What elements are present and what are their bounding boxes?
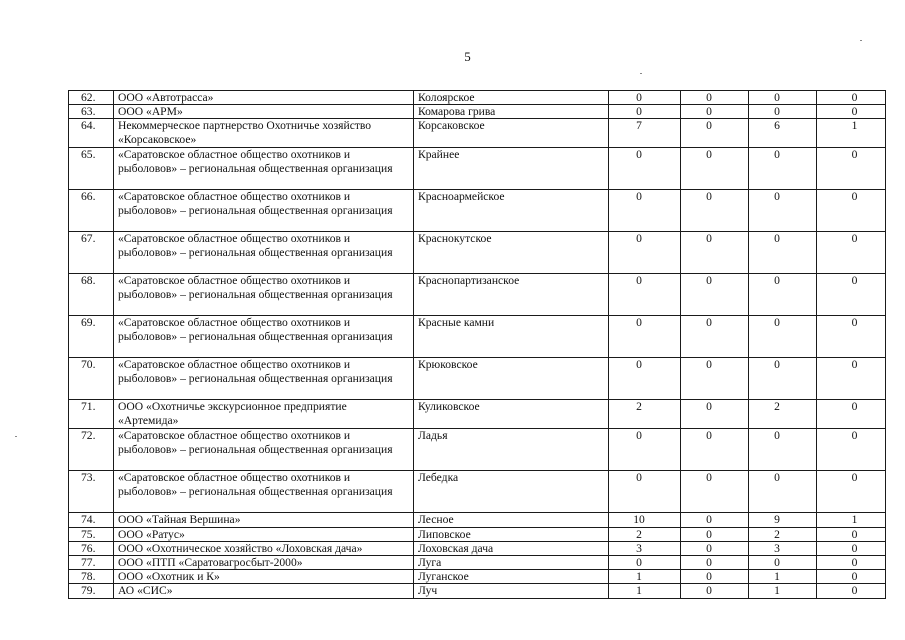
- organization-name: Некоммерческое партнерство Охотничье хозяйство «Корсаковское»: [114, 119, 414, 148]
- organization-name: ООО «Тайная Вершина»: [114, 513, 414, 527]
- value-col-2: 0: [681, 358, 749, 400]
- row-number: 71.: [69, 400, 114, 429]
- territory-name: Луч: [414, 584, 609, 598]
- value-col-3: 3: [749, 541, 817, 555]
- value-col-4: 0: [817, 358, 886, 400]
- organization-name: ООО «Охотническое хозяйство «Лоховская дача»: [114, 541, 414, 555]
- table-row: [69, 91, 886, 105]
- value-col-2: 0: [681, 429, 749, 471]
- organization-name: «Саратовское областное общество охотников и рыболовов» – региональная общественная организация: [114, 232, 414, 274]
- organization-name: «Саратовское областное общество охотников и рыболовов» – региональная общественная организация: [114, 358, 414, 400]
- table-row: [69, 556, 886, 570]
- value-col-2: 0: [681, 274, 749, 316]
- value-col-4: 1: [817, 119, 886, 148]
- value-col-2: 0: [681, 527, 749, 541]
- territory-name: Краснопартизанское: [414, 274, 609, 316]
- table-row: [69, 148, 886, 190]
- value-col-2: 0: [681, 190, 749, 232]
- territory-name: Ладья: [414, 429, 609, 471]
- table-row: [69, 316, 886, 358]
- organization-name: «Саратовское областное общество охотников и рыболовов» – региональная общественная организация: [114, 190, 414, 232]
- table-row: [69, 570, 886, 584]
- value-col-4: 0: [817, 274, 886, 316]
- value-col-3: 0: [749, 471, 817, 513]
- row-number: 63.: [69, 105, 114, 119]
- organization-name: ООО «Автотрасса»: [114, 91, 414, 105]
- value-col-4: 0: [817, 316, 886, 358]
- scan-speck: [15, 436, 17, 437]
- row-number: 67.: [69, 232, 114, 274]
- table-row: [69, 190, 886, 232]
- row-number: 66.: [69, 190, 114, 232]
- value-col-3: 0: [749, 190, 817, 232]
- value-col-1: 0: [609, 471, 681, 513]
- value-col-2: 0: [681, 584, 749, 598]
- row-number: 73.: [69, 471, 114, 513]
- value-col-2: 0: [681, 471, 749, 513]
- value-col-2: 0: [681, 119, 749, 148]
- organization-name: ООО «Охотничье экскурсионное предприятие «Артемида»: [114, 400, 414, 429]
- row-number: 64.: [69, 119, 114, 148]
- value-col-1: 0: [609, 556, 681, 570]
- value-col-4: 0: [817, 400, 886, 429]
- value-col-1: 2: [609, 400, 681, 429]
- value-col-3: 0: [749, 105, 817, 119]
- territory-name: Корсаковское: [414, 119, 609, 148]
- territory-name: Красноармейское: [414, 190, 609, 232]
- organization-name: «Саратовское областное общество охотников и рыболовов» – региональная общественная организация: [114, 274, 414, 316]
- scan-speck: [640, 73, 642, 74]
- value-col-4: 0: [817, 471, 886, 513]
- row-number: 65.: [69, 148, 114, 190]
- value-col-1: 0: [609, 232, 681, 274]
- table-row: [69, 105, 886, 119]
- value-col-4: 0: [817, 429, 886, 471]
- table-row: [69, 119, 886, 148]
- row-number: 75.: [69, 527, 114, 541]
- organization-name: «Саратовское областное общество охотников и рыболовов» – региональная общественная организация: [114, 316, 414, 358]
- table-row: [69, 471, 886, 513]
- value-col-1: 1: [609, 584, 681, 598]
- value-col-4: 0: [817, 527, 886, 541]
- value-col-1: 0: [609, 148, 681, 190]
- territory-name: Лесное: [414, 513, 609, 527]
- value-col-1: 0: [609, 429, 681, 471]
- organization-name: ООО «ПТП «Саратовагросбыт-2000»: [114, 556, 414, 570]
- value-col-2: 0: [681, 513, 749, 527]
- row-number: 76.: [69, 541, 114, 555]
- territory-name: Луганское: [414, 570, 609, 584]
- row-number: 62.: [69, 91, 114, 105]
- value-col-2: 0: [681, 105, 749, 119]
- value-col-4: 0: [817, 541, 886, 555]
- value-col-2: 0: [681, 570, 749, 584]
- organization-name: ООО «АРМ»: [114, 105, 414, 119]
- organization-name: АО «СИС»: [114, 584, 414, 598]
- table-row: [69, 527, 886, 541]
- table-row: [69, 541, 886, 555]
- row-number: 78.: [69, 570, 114, 584]
- value-col-3: 9: [749, 513, 817, 527]
- row-number: 72.: [69, 429, 114, 471]
- table-row: [69, 584, 886, 598]
- row-number: 74.: [69, 513, 114, 527]
- territory-name: Куликовское: [414, 400, 609, 429]
- value-col-4: 0: [817, 556, 886, 570]
- value-col-2: 0: [681, 541, 749, 555]
- value-col-3: 0: [749, 274, 817, 316]
- row-number: 79.: [69, 584, 114, 598]
- value-col-4: 0: [817, 105, 886, 119]
- organization-name: ООО «Охотник и К»: [114, 570, 414, 584]
- scan-speck: [860, 40, 862, 41]
- value-col-4: 0: [817, 232, 886, 274]
- value-col-1: 7: [609, 119, 681, 148]
- value-col-4: 0: [817, 148, 886, 190]
- organization-name: ООО «Ратус»: [114, 527, 414, 541]
- value-col-2: 0: [681, 316, 749, 358]
- value-col-1: 1: [609, 570, 681, 584]
- value-col-3: 0: [749, 556, 817, 570]
- hunting-grounds-table: [68, 90, 886, 599]
- row-number: 70.: [69, 358, 114, 400]
- territory-name: Крюковское: [414, 358, 609, 400]
- territory-name: Колоярское: [414, 91, 609, 105]
- value-col-1: 0: [609, 358, 681, 400]
- value-col-3: 0: [749, 358, 817, 400]
- territory-name: Краснокутское: [414, 232, 609, 274]
- value-col-4: 0: [817, 91, 886, 105]
- organization-name: «Саратовское областное общество охотников и рыболовов» – региональная общественная организация: [114, 429, 414, 471]
- value-col-4: 0: [817, 570, 886, 584]
- value-col-3: 0: [749, 148, 817, 190]
- value-col-3: 1: [749, 584, 817, 598]
- row-number: 68.: [69, 274, 114, 316]
- table-row: [69, 232, 886, 274]
- territory-name: Липовское: [414, 527, 609, 541]
- table-row: [69, 274, 886, 316]
- value-col-3: 1: [749, 570, 817, 584]
- value-col-3: 6: [749, 119, 817, 148]
- value-col-1: 10: [609, 513, 681, 527]
- table-row: [69, 358, 886, 400]
- table-row: [69, 513, 886, 527]
- table-row: [69, 429, 886, 471]
- territory-name: Комарова грива: [414, 105, 609, 119]
- organization-name: «Саратовское областное общество охотников и рыболовов» – региональная общественная организация: [114, 148, 414, 190]
- value-col-3: 0: [749, 429, 817, 471]
- territory-name: Луга: [414, 556, 609, 570]
- value-col-3: 2: [749, 400, 817, 429]
- territory-name: Лебедка: [414, 471, 609, 513]
- territory-name: Крайнее: [414, 148, 609, 190]
- value-col-2: 0: [681, 400, 749, 429]
- organization-name: «Саратовское областное общество охотников и рыболовов» – региональная общественная организация: [114, 471, 414, 513]
- value-col-3: 0: [749, 316, 817, 358]
- table-row: [69, 400, 886, 429]
- row-number: 77.: [69, 556, 114, 570]
- page-number: 5: [464, 49, 471, 64]
- value-col-1: 0: [609, 316, 681, 358]
- value-col-1: 0: [609, 105, 681, 119]
- territory-name: Лоховская дача: [414, 541, 609, 555]
- value-col-4: 0: [817, 584, 886, 598]
- value-col-2: 0: [681, 232, 749, 274]
- value-col-1: 0: [609, 190, 681, 232]
- table-body: [69, 91, 886, 599]
- value-col-3: 0: [749, 91, 817, 105]
- value-col-2: 0: [681, 556, 749, 570]
- value-col-1: 0: [609, 274, 681, 316]
- value-col-4: 0: [817, 190, 886, 232]
- value-col-1: 2: [609, 527, 681, 541]
- value-col-2: 0: [681, 148, 749, 190]
- value-col-1: 3: [609, 541, 681, 555]
- value-col-3: 0: [749, 232, 817, 274]
- territory-name: Красные камни: [414, 316, 609, 358]
- value-col-1: 0: [609, 91, 681, 105]
- row-number: 69.: [69, 316, 114, 358]
- value-col-3: 2: [749, 527, 817, 541]
- value-col-2: 0: [681, 91, 749, 105]
- value-col-4: 1: [817, 513, 886, 527]
